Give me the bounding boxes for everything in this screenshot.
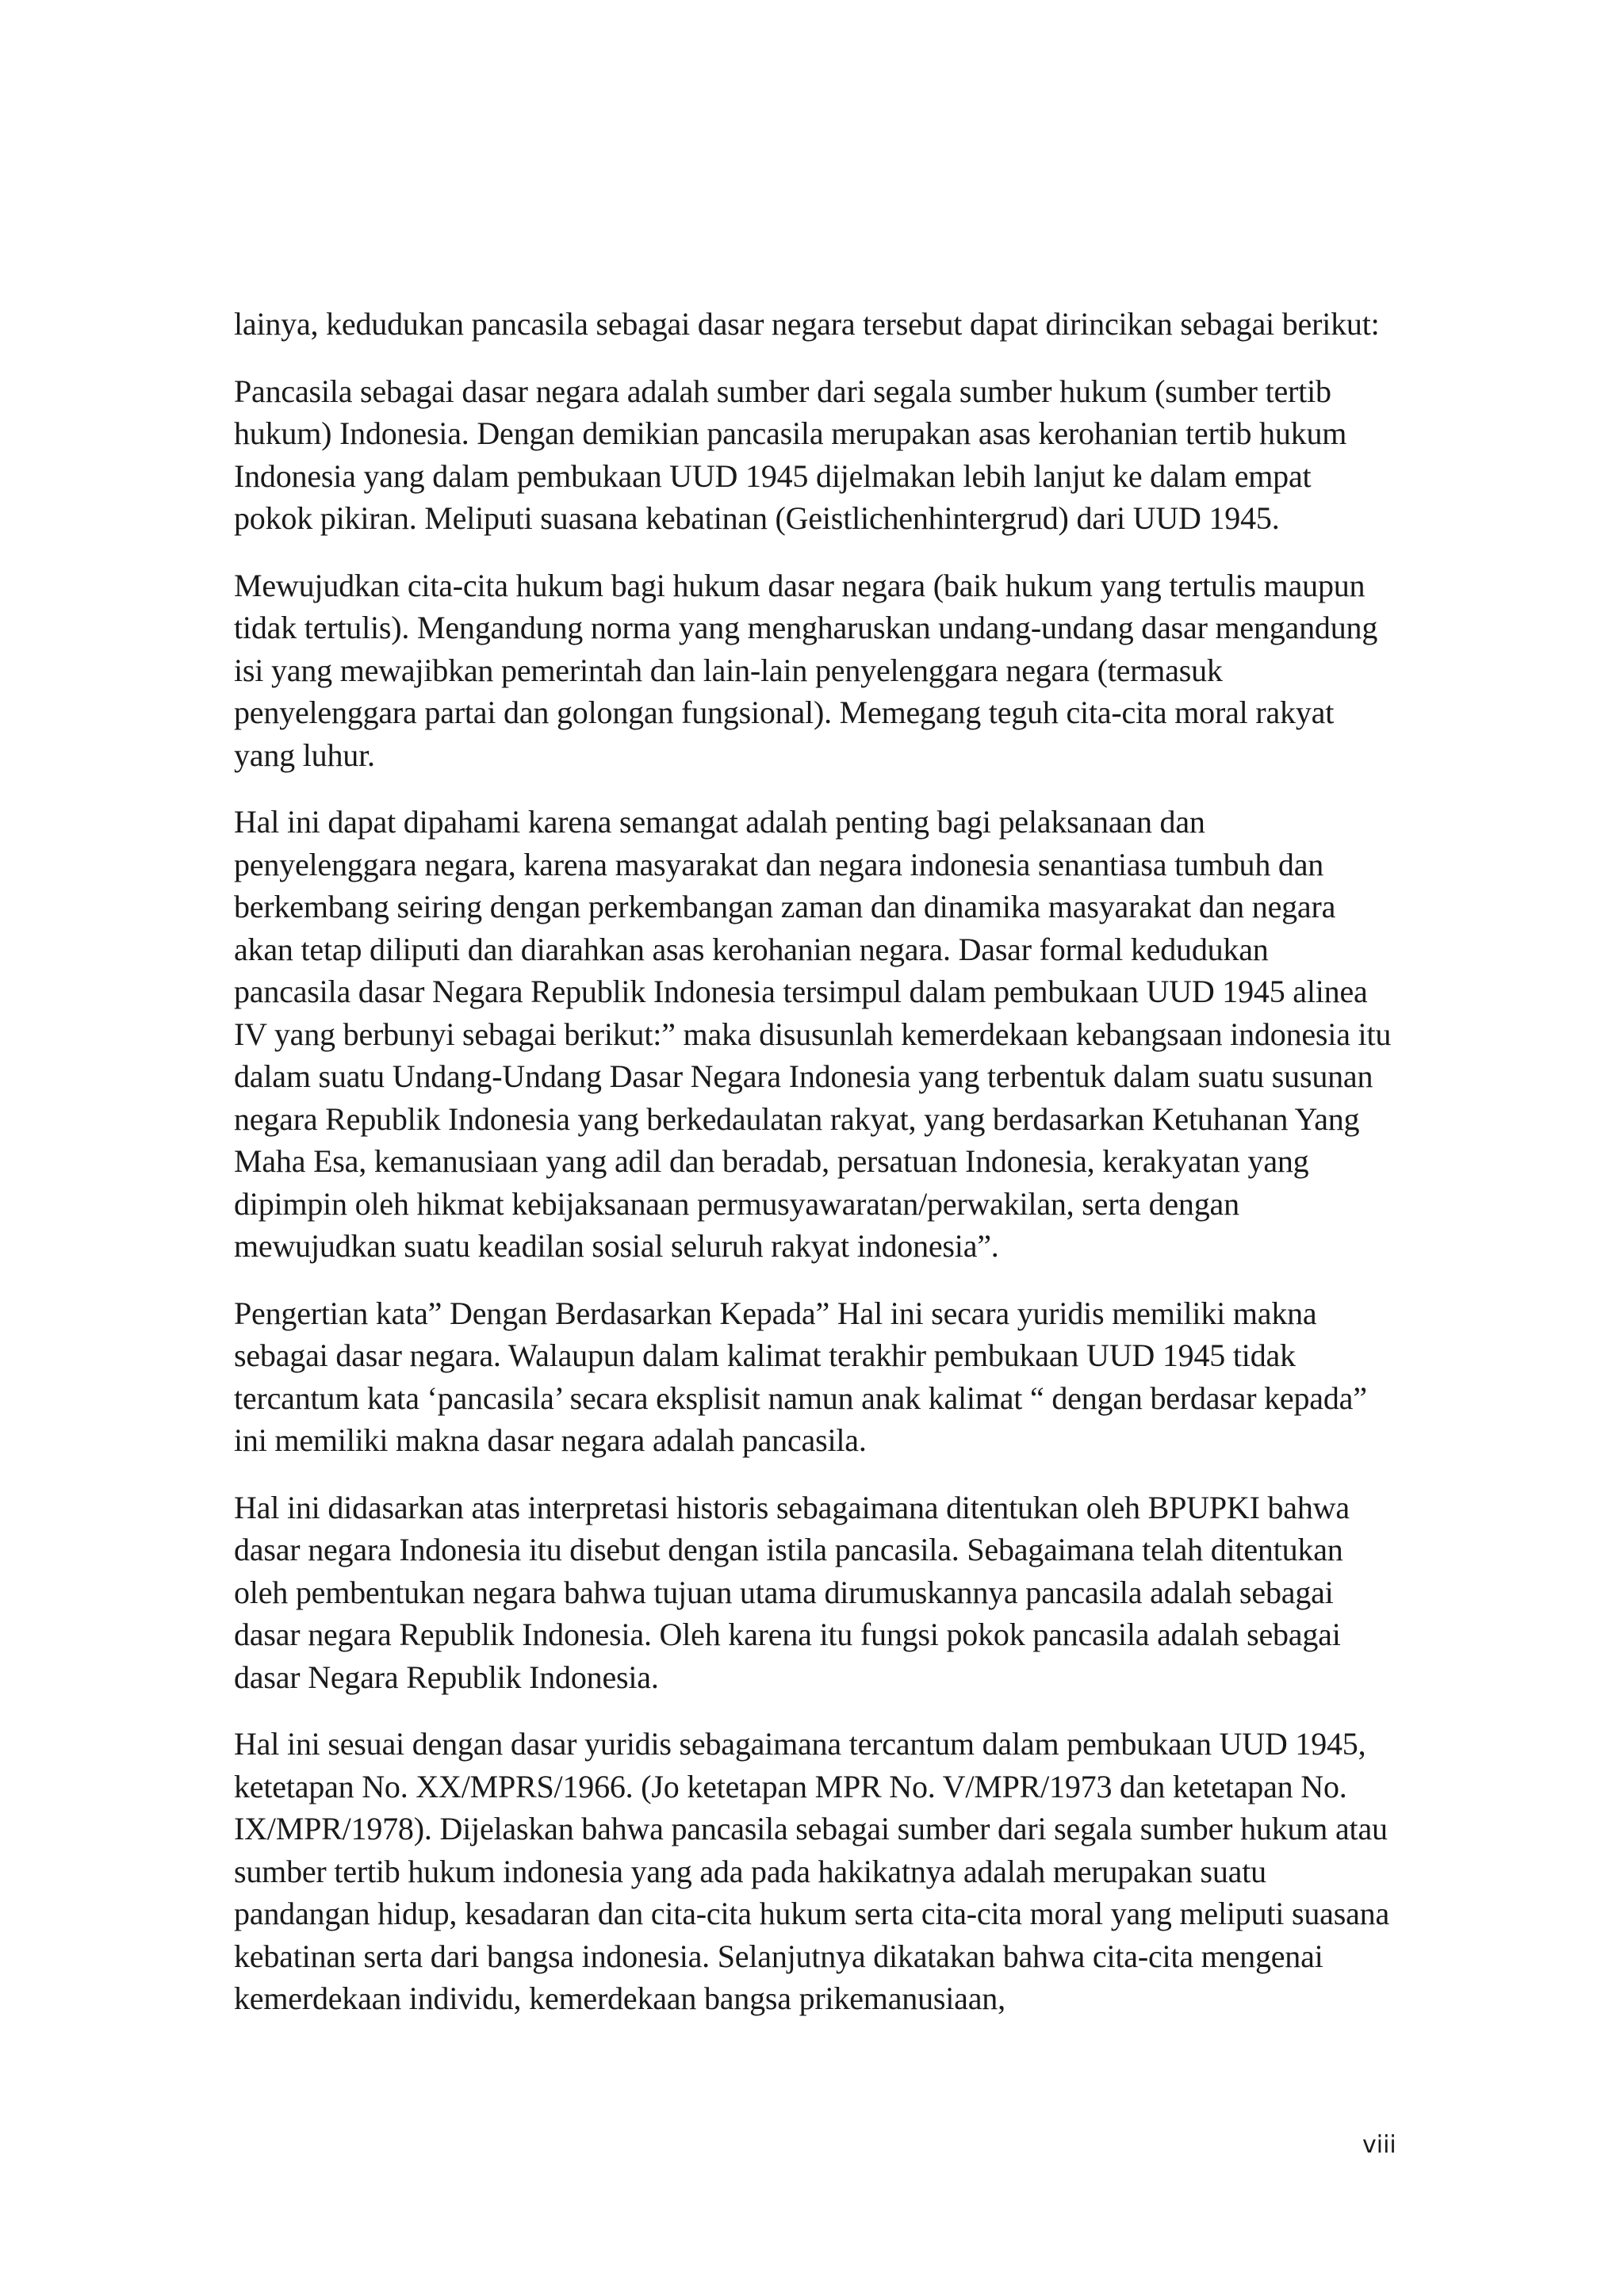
paragraph-sumber-hukum: Pancasila sebagai dasar negara adalah sumber dari segala sumber hukum (sumber tertib hukum) Indonesia. Dengan demikian pancasila merupakan asas kerohanian tertib hukum Indonesia yang dalam pembukaan UUD 1945 dijelmakan lebih lanjut ke dalam empat pokok pikiran. Meliputi suasana kebatinan (Geistlichenhintergrud) dari UUD 1945. xyxy=(234,373,1347,536)
document-body xyxy=(234,303,1392,2045)
paragraph-interpretasi-historis: Hal ini didasarkan atas interpretasi historis sebagaimana ditentukan oleh BPUPKI bahwa dasar negara Indonesia itu disebut dengan istila pancasila. Sebagaimana telah ditentukan oleh pembentukan negara bahwa tujuan utama dirumuskannya pancasila adalah sebagai dasar negara Republik Indonesia. Oleh karena itu fungsi pokok pancasila adalah sebagai dasar Negara Republik Indonesia. xyxy=(234,1489,1350,1695)
paragraph-continuation: lainya, kedudukan pancasila sebagai dasar negara tersebut dapat dirincikan sebagai berikut: xyxy=(234,306,1380,342)
paragraph-cita-cita-hukum: Mewujudkan cita-cita hukum bagi hukum dasar negara (baik hukum yang tertulis maupun tidak tertulis). Mengandung norma yang mengharuskan undang-undang dasar mengandung isi yang mewajibkan pemerintah dan lain-lain penyelenggara negara (termasuk penyelenggara partai dan golongan fungsional). Memegang teguh cita-cita moral rakyat yang luhur. xyxy=(234,567,1378,773)
paragraph-pengertian-kata: Pengertian kata” Dengan Berdasarkan Kepada” Hal ini secara yuridis memiliki makna sebagai dasar negara. Walaupun dalam kalimat terakhir pembukaan UUD 1945 tidak tercantum kata ‘pancasila’ secara eksplisit namun anak kalimat “ dengan berdasar kepada” ini memiliki makna dasar negara adalah pancasila. xyxy=(234,1295,1367,1458)
paragraph-dasar-yuridis: Hal ini sesuai dengan dasar yuridis sebagaimana tercantum dalam pembukaan UUD 1945, ketetapan No. XX/MPRS/1966. (Jo ketetapan MPR No. V/MPR/1973 dan ketetapan No. IX/MPR/1978). Dijelaskan bahwa pancasila sebagai sumber dari segala sumber hukum atau sumber tertib hukum indonesia yang ada pada hakikatnya adalah merupakan suatu pandangan hidup, kesadaran dan cita-cita hukum serta cita-cita moral yang meliputi suasana kebatinan serta dari bangsa indonesia. Selanjutnya dikatakan bahwa cita-cita mengenai kemerdekaan individu, kemerdekaan bangsa prikemanusiaan, xyxy=(234,1726,1390,2016)
page-number: viii xyxy=(1362,2131,1396,2159)
paragraph-dasar-formal: Hal ini dapat dipahami karena semangat adalah penting bagi pelaksanaan dan penyelenggara negara, karena masyarakat dan negara indonesia senantiasa tumbuh dan berkembang seiring dengan perkembangan zaman dan dinamika masyarakat dan negara akan tetap diliputi dan diarahkan asas kerohanian negara. Dasar formal kedudukan pancasila dasar Negara Republik Indonesia tersimpul dalam pembukaan UUD 1945 alinea IV yang berbunyi sebagai berikut:” maka disusunlah kemerdekaan kebangsaan indonesia itu dalam suatu Undang-Undang Dasar Negara Indonesia yang terbentuk dalam suatu susunan negara Republik Indonesia yang berkedaulatan rakyat, yang berdasarkan Ketuhanan Yang Maha Esa, kemanusiaan yang adil dan beradab, persatuan Indonesia, kerakyatan yang dipimpin oleh hikmat kebijaksanaan permusyawaratan/perwakilan, serta dengan mewujudkan suatu keadilan sosial seluruh rakyat indonesia”. xyxy=(234,804,1392,1264)
